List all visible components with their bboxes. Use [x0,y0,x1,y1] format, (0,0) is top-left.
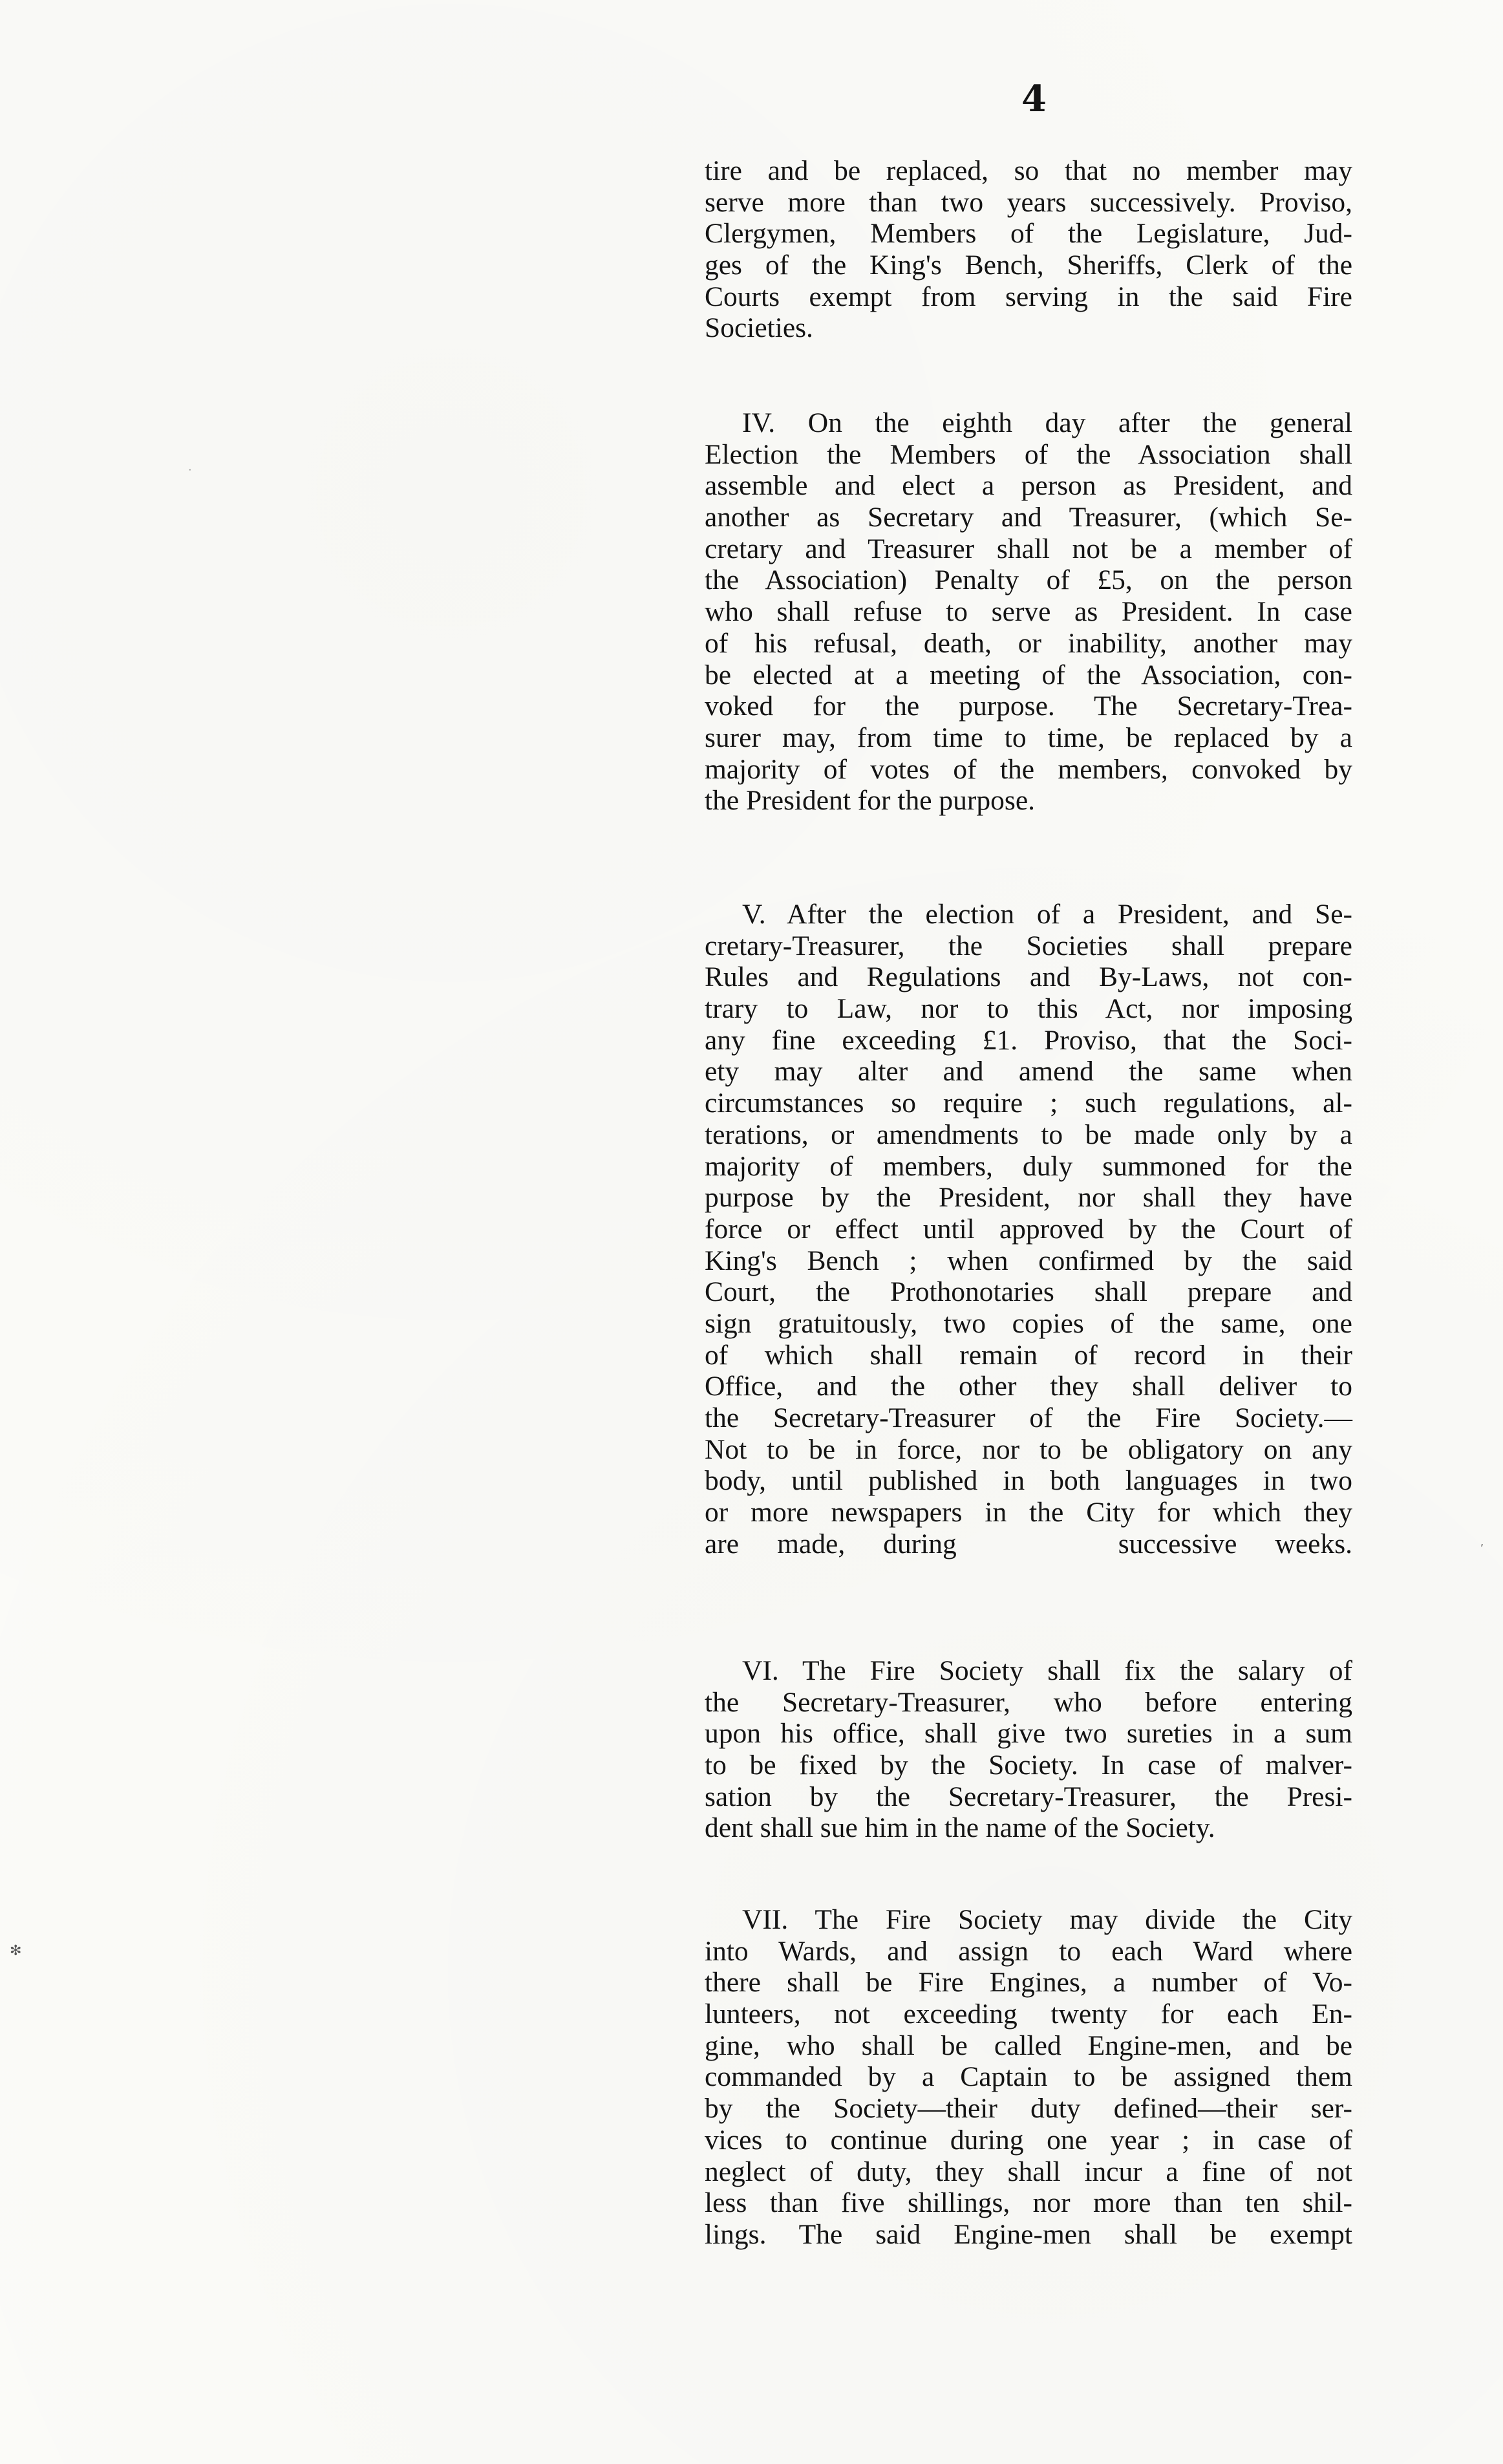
text-line-final [705,1528,1352,1560]
text-line: to be fixed by the Society. In case of malver- [705,1750,1352,1781]
text-line: Election the Members of the Association shall [705,438,1352,470]
paragraph-continuation [705,155,1352,344]
text-line: Societies. [705,312,813,344]
text-line: cretary-Treasurer, the Societies shall prepare [705,930,1352,961]
text-line: circumstances so require ; such regulations, al- [705,1087,1352,1119]
text-line: less than five shillings, nor more than ten shil- [705,2187,1352,2219]
text-line: sign gratuitously, two copies of the same, one [705,1307,1352,1339]
text-line: Rules and Regulations and By-Laws, not con- [705,961,1352,993]
text-line: of his refusal, death, or inability, another may [705,627,1352,659]
text-line: assemble and elect a person as President, and [705,470,1352,502]
text-line: tire and be replaced, so that no member may [705,155,1352,186]
text-line: lunteers, not exceeding twenty for each En- [705,1998,1352,2030]
text-line: who shall refuse to serve as President. In case [705,596,1352,628]
section-heading-line: VI. The Fire Society shall fix the salary of [742,1655,1352,1686]
paragraph-section-iv [705,407,1352,817]
text-line: lings. The said Engine-men shall be exempt [705,2218,1352,2250]
scan-speck: · [189,466,191,475]
text-line: or more newspapers in the City for which they [705,1497,1352,1528]
final-line-end: successive weeks. [1118,1528,1353,1559]
text-line: ges of the King's Bench, Sheriffs, Clerk of the [705,250,1352,281]
text-line: sation by the Secretary-Treasurer, the Presi- [705,1781,1352,1812]
text-line: the Association) Penalty of £5, on the person [705,564,1352,596]
text-line: surer may, from time to time, be replaced by a [705,722,1352,753]
section-heading-line: V. After the election of a President, and Se- [742,899,1352,930]
text-line: any fine exceeding £1. Proviso, that the Soci- [705,1024,1352,1056]
text-line: commanded by a Captain to be assigned them [705,2061,1352,2093]
page-number: 4 [1021,78,1047,120]
text-line: of which shall remain of record in their [705,1339,1352,1371]
text-line: neglect of duty, they shall incur a fine of not [705,2156,1352,2187]
text-line: King's Bench ; when confirmed by the said [705,1245,1352,1276]
section-heading-line: IV. On the eighth day after the general [742,407,1352,438]
section-heading-line: VII. The Fire Society may divide the City [742,1904,1352,1935]
text-line: cretary and Treasurer shall not be a member of [705,533,1352,564]
scan-speck: ✻ [10,1943,22,1959]
paragraph-section-v [705,899,1352,1559]
text-line: upon his office, shall give two sureties in a sum [705,1718,1352,1750]
text-line: ety may alter and amend the same when [705,1056,1352,1087]
text-line: force or effect until approved by the Court of [705,1213,1352,1245]
text-line: Office, and the other they shall deliver to [705,1371,1352,1402]
paragraph-section-vii [705,1904,1352,2251]
text-line: body, until published in both languages in two [705,1465,1352,1497]
text-line: terations, or amendments to be made only by a [705,1119,1352,1150]
text-line: the Secretary-Treasurer of the Fire Society.— [705,1402,1352,1433]
text-line: Not to be in force, nor to be obligatory on any [705,1433,1352,1465]
scan-speck: , [1480,1536,1484,1548]
text-line: Court, the Prothonotaries shall prepare and [705,1276,1352,1308]
text-line: another as Secretary and Treasurer, (which Se- [705,502,1352,533]
text-line: majority of votes of the members, convoked by [705,753,1352,785]
text-line: dent shall sue him in the name of the Society. [705,1812,1215,1844]
text-line: serve more than two years successively. Proviso, [705,186,1352,218]
text-line: purpose by the President, nor shall they have [705,1182,1352,1214]
paragraph-section-vi [705,1655,1352,1844]
text-line: vices to continue during one year ; in case of [705,2124,1352,2156]
text-line: be elected at a meeting of the Association, con- [705,659,1352,691]
text-line: gine, who shall be called Engine-men, and be [705,2030,1352,2061]
text-line: by the Society—their duty defined—their ser- [705,2093,1352,2125]
text-line: the Secretary-Treasurer, who before entering [705,1686,1352,1718]
text-line: majority of members, duly summoned for the [705,1150,1352,1182]
text-line: there shall be Fire Engines, a number of Vo- [705,1967,1352,1998]
text-line: voked for the purpose. The Secretary-Trea- [705,691,1352,722]
text-line: into Wards, and assign to each Ward where [705,1935,1352,1967]
text-line: Clergymen, Members of the Legislature, Jud- [705,218,1352,250]
final-line-start: are made, during [705,1528,957,1559]
text-line: Courts exempt from serving in the said Fire [705,281,1352,312]
text-line: trary to Law, nor to this Act, nor imposing [705,993,1352,1025]
text-line: the President for the purpose. [705,785,1035,817]
